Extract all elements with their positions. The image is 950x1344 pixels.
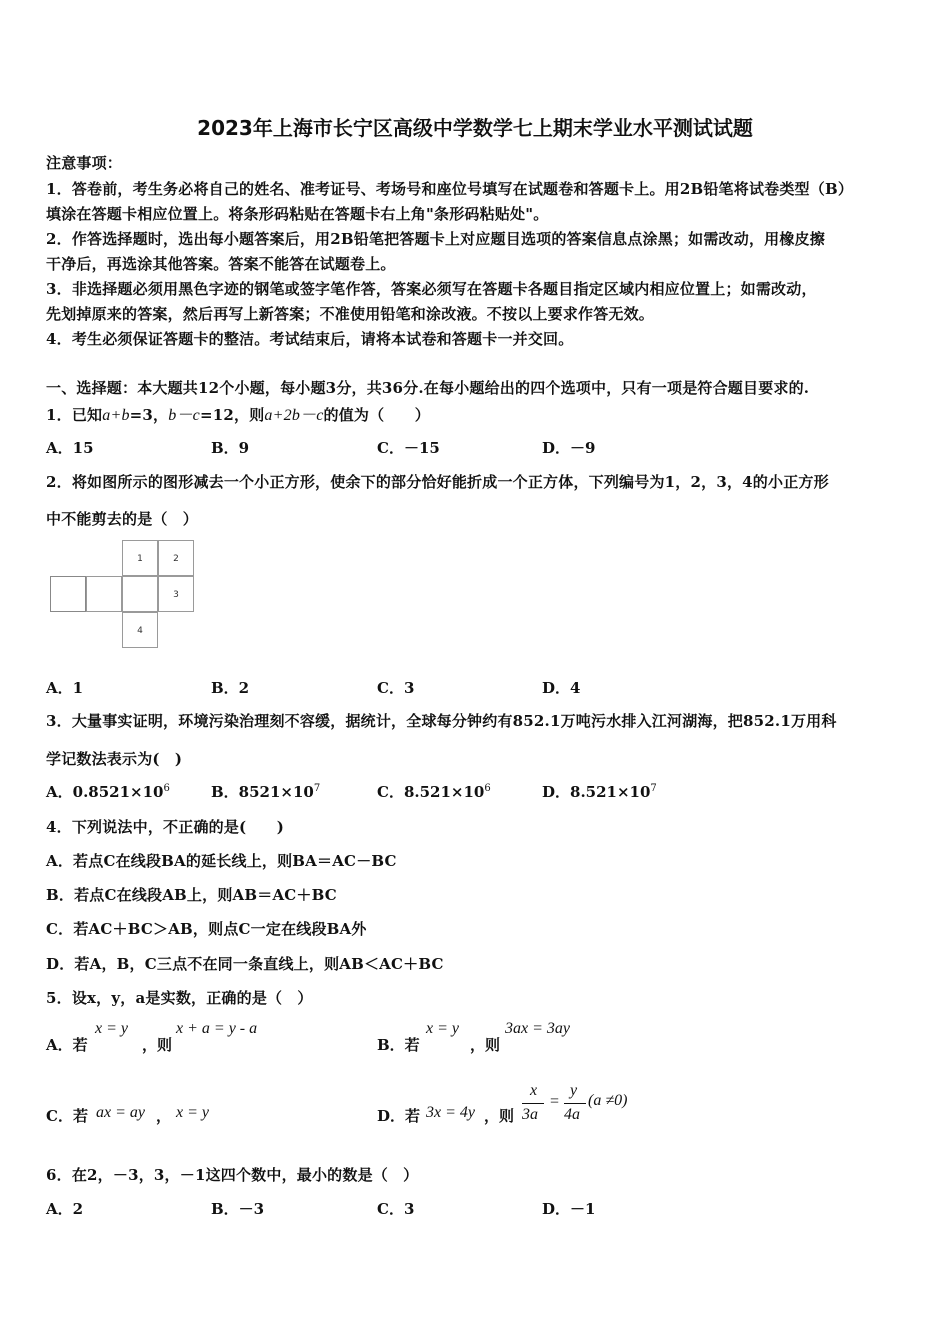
q4-option-d: D．若A，B，C三点不在同一条直线上，则AB＜AC＋BC xyxy=(46,955,444,973)
q6-option-c: C．3 xyxy=(377,1200,415,1218)
notice-line: 2．作答选择题时，选出每小题答案后，用2B铅笔把答题卡上对应题目选项的答案信息点涂黑；如需改动，用橡皮擦 xyxy=(46,230,825,248)
q5-a-expr2: x + a = y - a xyxy=(176,1020,258,1037)
question-3-stem: 3．大量事实证明，环境污染治理刻不容缓，据统计，全球每分钟约有852.1万吨污水排入江河湖海，把852.1万用科 xyxy=(46,712,837,730)
q5-d-equals: = xyxy=(550,1093,560,1110)
q5-b-expr2: 3ax = 3ay xyxy=(505,1020,570,1037)
question-5-stem: 5．设x，y，a是实数，正确的是（ ） xyxy=(46,989,313,1007)
q3-option-a: A．$0.8521\times 10^6$ xyxy=(46,783,170,801)
q2-option-d: D．4 xyxy=(542,679,581,697)
q5-d-num2: y xyxy=(570,1082,578,1099)
q5-b-expr1: x = y xyxy=(426,1020,459,1037)
q3-option-d: D．$8.521\times 10^7$ xyxy=(542,783,657,801)
q4-option-b: B．若点C在线段AB上，则AB＝AC＋BC xyxy=(46,886,337,904)
q1-option-b: B．9 xyxy=(211,439,250,457)
q6-option-a: A．2 xyxy=(46,1200,84,1218)
q5-d-den1: 3a xyxy=(522,1106,538,1123)
net-square-3: 3 xyxy=(158,576,194,612)
q5-option-a-then: ，则 xyxy=(142,1036,173,1054)
q4-option-a: A．若点C在线段BA的延长线上，则BA＝AC－BC xyxy=(46,852,397,870)
fraction-bar xyxy=(564,1103,586,1104)
q3-option-c: C．$8.521\times 10^6$ xyxy=(377,783,491,801)
q5-d-den2: 4a xyxy=(564,1106,580,1123)
q5-a-expr1: x = y xyxy=(95,1020,128,1037)
question-4-stem: 4．下列说法中，不正确的是( ) xyxy=(46,818,285,836)
question-2-stem: 2．将如图所示的图形减去一个小正方形，使余下的部分恰好能折成一个正方体，下列编号为1，2，3，4的小正方形 xyxy=(46,473,829,491)
q6-option-d: D．－1 xyxy=(542,1200,596,1218)
q5-option-c-label: C．若 xyxy=(46,1107,88,1125)
question-2-stem-cont: 中不能剪去的是（ ） xyxy=(46,510,199,528)
q2-option-b: B．2 xyxy=(211,679,250,697)
net-square-1: 1 xyxy=(122,540,158,576)
q5-option-b-label: B．若 xyxy=(377,1036,420,1054)
notice-line: 3．非选择题必须用黑色字迹的钢笔或签字笔作答，答案必须写在答题卡各题目指定区域内相应位置上；如需改动， xyxy=(46,280,817,298)
q5-option-a-label: A．若 xyxy=(46,1036,88,1054)
q5-option-b-then: ，则 xyxy=(470,1036,501,1054)
notice-line: 先划掉原来的答案，然后再写上新答案；不准使用铅笔和涂改液。不按以上要求作答无效。 xyxy=(46,305,655,323)
q1-option-c: C．－15 xyxy=(377,439,440,457)
net-square xyxy=(86,576,122,612)
q5-d-expr1: 3x = 4y xyxy=(426,1104,475,1121)
notice-line: 1．答卷前，考生务必将自己的姓名、准考证号、考场号和座位号填写在试题卷和答题卡上。用2B铅笔将试卷类型（B） xyxy=(46,180,854,198)
q2-option-a: A．1 xyxy=(46,679,84,697)
q3-option-b: B．$8521\times 10^7$ xyxy=(211,783,321,801)
fraction-bar xyxy=(522,1103,544,1104)
question-1-stem: 1．已知a+b=3，b－c=12，则a+2b－c的值为（ ） xyxy=(46,406,430,424)
q5-option-c-sep: ， xyxy=(156,1107,172,1125)
q6-option-b: B．－3 xyxy=(211,1200,265,1218)
notice-heading: 注意事项： xyxy=(46,154,123,172)
notice-line: 干净后，再选涂其他答案。答案不能答在试题卷上。 xyxy=(46,255,396,273)
q5-c-expr2: x = y xyxy=(176,1104,209,1121)
section-heading: 一、选择题：本大题共12个小题，每小题3分，共36分.在每小题给出的四个选项中，只有一项是符合题目要求的. xyxy=(46,379,810,397)
net-square xyxy=(122,576,158,612)
q1-option-a: A．15 xyxy=(46,439,94,457)
q1-option-d: D．－9 xyxy=(542,439,596,457)
cube-net-figure xyxy=(46,538,206,653)
question-6-stem: 6．在2，－3，3，－1这四个数中，最小的数是（ ） xyxy=(46,1166,419,1184)
q4-option-c: C．若AC＋BC＞AB，则点C一定在线段BA外 xyxy=(46,920,367,938)
q5-option-d-label: D．若 xyxy=(377,1107,421,1125)
net-square-2: 2 xyxy=(158,540,194,576)
q5-d-num1: x xyxy=(530,1082,538,1099)
page-title: 2023年上海市长宁区高级中学数学七上期末学业水平测试试题 xyxy=(197,116,753,140)
question-3-stem-cont: 学记数法表示为( ) xyxy=(46,750,183,768)
notice-line: 填涂在答题卡相应位置上。将条形码粘贴在答题卡右上角"条形码粘贴处"。 xyxy=(46,205,549,223)
net-square-4: 4 xyxy=(122,612,158,648)
notice-line: 4．考生必须保证答题卡的整洁。考试结束后，请将本试卷和答题卡一并交回。 xyxy=(46,330,574,348)
q5-option-d-then: ，则 xyxy=(484,1107,515,1125)
q2-option-c: C．3 xyxy=(377,679,415,697)
net-square xyxy=(50,576,86,612)
q5-c-expr1: ax = ay xyxy=(96,1104,145,1121)
q5-d-condition: (a ≠0) xyxy=(588,1092,628,1109)
